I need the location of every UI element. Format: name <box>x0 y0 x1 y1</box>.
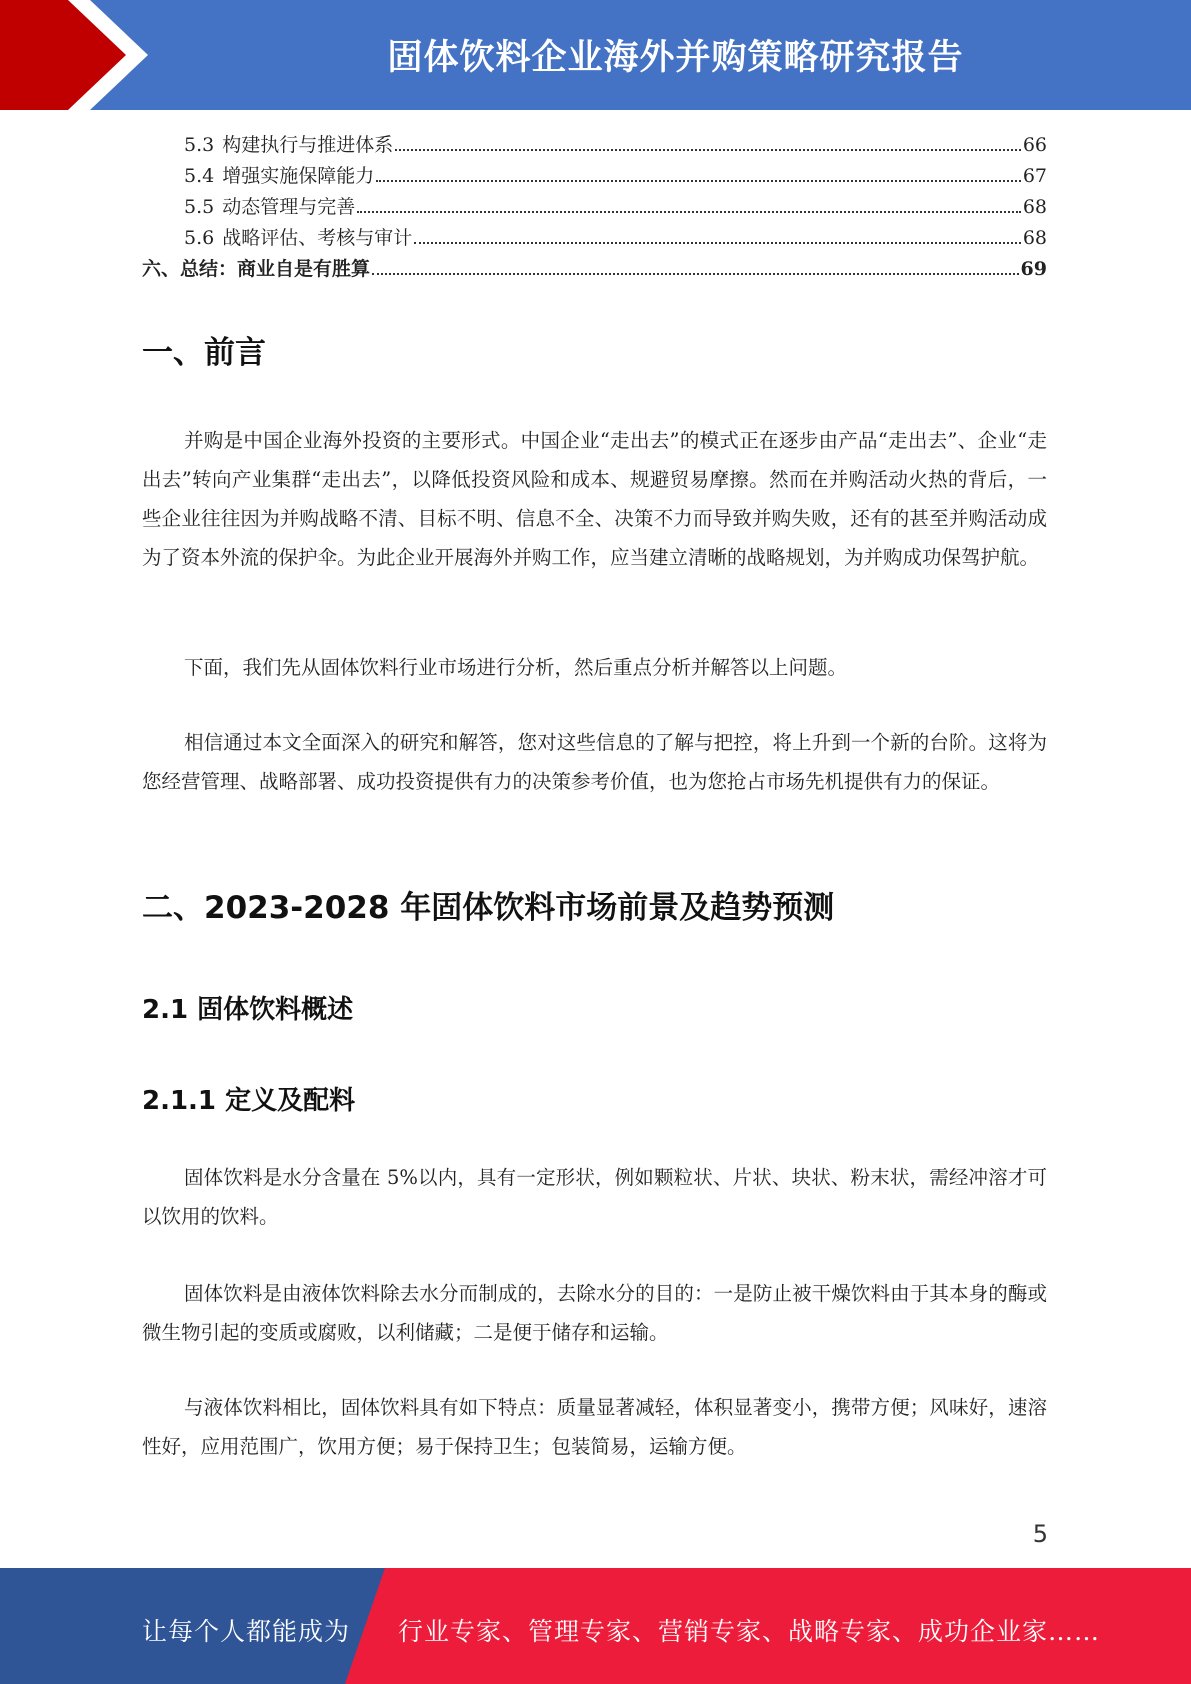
header-band <box>0 0 1191 110</box>
toc-entry[interactable] <box>142 130 1047 161</box>
toc-entry-title: 增强实施保障能力 <box>222 165 375 187</box>
toc-entry-page: 68 <box>1022 196 1047 218</box>
toc-entry[interactable] <box>142 223 1047 254</box>
toc-entry[interactable] <box>142 161 1047 192</box>
toc-dot-leader <box>372 273 1019 275</box>
body-paragraph: 并购是中国企业海外投资的主要形式。中国企业“走出去”的模式正在逐步由产品“走出去”、企业“走出去”转向产业集群“走出去”，以降低投资风险和成本、规避贸易摩擦。然而在并购活动火热的背后，一些企业往往因为并购战略不清、目标不明、信息不全、决策不力而导致并购失败，还有的甚至并购活动成为了资本外流的保护伞。为此企业开展海外并购工作，应当建立清晰的战略规划，为并购成功保驾护航。 <box>142 429 1047 569</box>
report-title: 固体饮料企业海外并购策略研究报告 <box>387 38 964 78</box>
table-of-contents <box>142 130 1047 285</box>
toc-entry-number: 5.4 <box>184 165 215 187</box>
footer-slogan-right: 行业专家、管理专家、营销专家、战略专家、成功企业家…… <box>398 1617 1101 1646</box>
toc-entry-page: 69 <box>1020 258 1047 280</box>
subsection-heading: 2.1 固体饮料概述 <box>142 995 354 1025</box>
body-paragraph: 固体饮料是由液体饮料除去水分而制成的，去除水分的目的：一是防止被干燥饮料由于其本身的酶或微生物引起的变质或腐败，以利储藏；二是便于储存和运输。 <box>142 1282 1047 1344</box>
toc-entry-page: 68 <box>1022 227 1047 249</box>
toc-dot-leader <box>414 242 1021 244</box>
toc-entry-page: 67 <box>1022 165 1047 187</box>
page-number: 5 <box>1032 1520 1048 1548</box>
footer-slogan-left: 让每个人都能成为 <box>142 1617 351 1646</box>
body-paragraph: 与液体饮料相比，固体饮料具有如下特点：质量显著减轻，体积显著变小，携带方便；风味好，速溶性好，应用范围广，饮用方便；易于保持卫生；包装简易，运输方便。 <box>142 1396 1047 1458</box>
toc-entry-title: 动态管理与完善 <box>222 196 356 218</box>
body-paragraph: 下面，我们先从固体饮料行业市场进行分析，然后重点分析并解答以上问题。 <box>184 656 848 679</box>
toc-dot-leader <box>357 211 1021 213</box>
toc-entry-number: 5.5 <box>184 196 215 218</box>
section-heading: 一、前言 <box>142 335 266 371</box>
toc-entry-title: 六、总结：商业自是有胜算 <box>142 258 371 280</box>
footer-band <box>0 1568 1191 1684</box>
header-arrow-decoration <box>0 0 160 110</box>
toc-dot-leader <box>376 180 1021 182</box>
toc-entry-title: 战略评估、考核与审计 <box>222 227 413 249</box>
body-paragraph: 相信通过本文全面深入的研究和解答，您对这些信息的了解与把控，将上升到一个新的台阶。这将为您经营管理、战略部署、成功投资提供有力的决策参考价值，也为您抢占市场先机提供有力的保证。 <box>142 731 1047 793</box>
toc-entry-page: 66 <box>1022 134 1047 156</box>
toc-entry-title: 构建执行与推进体系 <box>222 134 394 156</box>
body-paragraph: 固体饮料是水分含量在 5%以内，具有一定形状，例如颗粒状、片状、块状、粉末状，需经冲溶才可以饮用的饮料。 <box>142 1166 1047 1228</box>
toc-entry[interactable] <box>142 254 1047 285</box>
subsection-heading: 2.1.1 定义及配料 <box>142 1086 356 1116</box>
toc-dot-leader <box>395 149 1021 151</box>
toc-entry-number: 5.3 <box>184 134 215 156</box>
section-heading: 二、2023-2028 年固体饮料市场前景及趋势预测 <box>142 890 835 926</box>
toc-entry[interactable] <box>142 192 1047 223</box>
toc-entry-number: 5.6 <box>184 227 215 249</box>
